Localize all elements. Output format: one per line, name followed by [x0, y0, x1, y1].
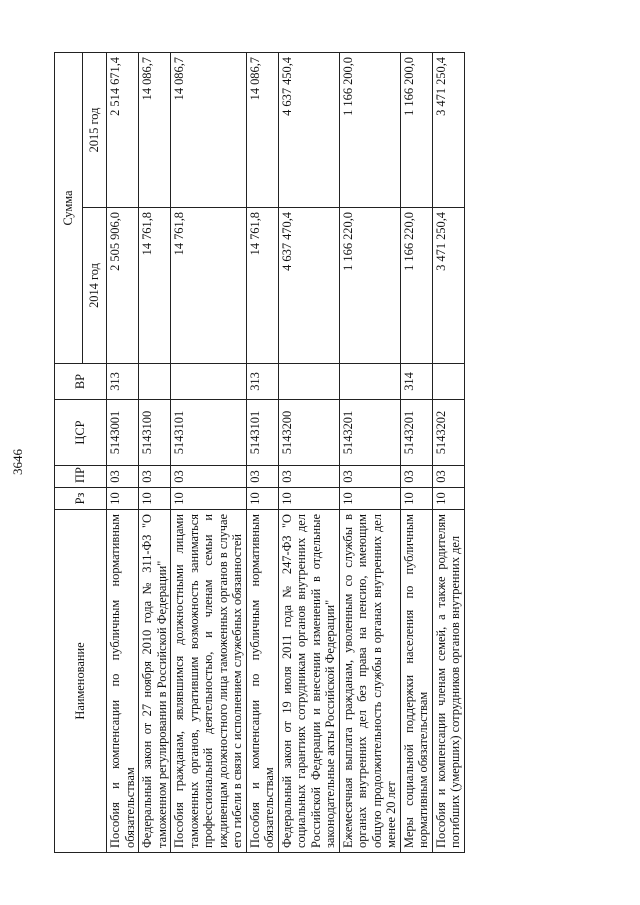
- table-row: [278, 53, 339, 853]
- cell-name: Пособия и компенсации по публичным нормативным обязательствам: [107, 510, 139, 853]
- cell-vr: [432, 364, 464, 400]
- cell-year-2014: 1 166 220,0: [400, 208, 432, 364]
- header-name: Наименование: [55, 510, 107, 853]
- header-row-1: [55, 53, 83, 853]
- cell-name: Федеральный закон от 27 ноября 2010 года № 311-ФЗ "О таможенном регулировании в Российской Федерации": [139, 510, 171, 853]
- cell-vr: 313: [107, 364, 139, 400]
- cell-year-2015: 4 637 450,4: [278, 53, 339, 208]
- cell-year-2015: 2 514 671,4: [107, 53, 139, 208]
- cell-vr: 314: [400, 364, 432, 400]
- cell-name: Ежемесячная выплата гражданам, уволенным со службы в органах внутренних дел без права на пенсию, имеющим общую продолжительность службы в органах внутренних дел менее 20 лет: [339, 510, 400, 853]
- cell-csr: 5143201: [339, 400, 400, 466]
- cell-rz: 10: [278, 488, 339, 510]
- cell-name: Пособия и компенсации по публичным нормативным обязательствам: [246, 510, 278, 853]
- cell-year-2014: 14 761,8: [246, 208, 278, 364]
- table-row: [139, 53, 171, 853]
- budget-table: [54, 52, 465, 853]
- table-row: [339, 53, 400, 853]
- cell-csr: 5143202: [432, 400, 464, 466]
- cell-year-2014: 3 471 250,4: [432, 208, 464, 364]
- cell-year-2015: 14 086,7: [139, 53, 171, 208]
- cell-rz: 10: [139, 488, 171, 510]
- cell-rz: 10: [400, 488, 432, 510]
- cell-csr: 5143200: [278, 400, 339, 466]
- cell-year-2015: 1 166 200,0: [339, 53, 400, 208]
- cell-vr: [278, 364, 339, 400]
- cell-rz: 10: [339, 488, 400, 510]
- table-row: [246, 53, 278, 853]
- cell-pr: 03: [278, 466, 339, 488]
- cell-name: Федеральный закон от 19 июля 2011 года № 247-ФЗ "О социальных гарантиях сотрудникам органов внутренних дел Российской Федерации и внесении изменений в отдельные законодательные акты Российской Федерации": [278, 510, 339, 853]
- cell-pr: 03: [400, 466, 432, 488]
- cell-rz: 10: [107, 488, 139, 510]
- table-row: [432, 53, 464, 853]
- cell-name: Пособия гражданам, являвшимся должностными лицами таможенных органов, утратившим возможность заниматься профессиональной деятельностью, и членам семьи и иждивенцам должностного лица таможенных органов в случае его гибели в связи с исполнением служебных обязанностей: [171, 510, 247, 853]
- cell-year-2015: 14 086,7: [171, 53, 247, 208]
- cell-year-2014: 1 166 220,0: [339, 208, 400, 364]
- header-csr: ЦСР: [55, 400, 107, 466]
- cell-vr: 313: [246, 364, 278, 400]
- cell-year-2015: 3 471 250,4: [432, 53, 464, 208]
- cell-pr: 03: [432, 466, 464, 488]
- cell-pr: 03: [107, 466, 139, 488]
- table-row: [107, 53, 139, 853]
- cell-year-2014: 14 761,8: [139, 208, 171, 364]
- page-number: 3646: [10, 449, 25, 475]
- header-pr: ПР: [55, 466, 107, 488]
- cell-rz: 10: [432, 488, 464, 510]
- cell-name: Меры социальной поддержки населения по публичным нормативным обязательствам: [400, 510, 432, 853]
- cell-rz: 10: [246, 488, 278, 510]
- cell-name: Пособия и компенсации членам семей, а также родителям погибших (умерших) сотрудников органов внутренних дел: [432, 510, 464, 853]
- cell-vr: [339, 364, 400, 400]
- header-rz: Рз: [55, 488, 107, 510]
- cell-pr: 03: [246, 466, 278, 488]
- cell-rz: 10: [171, 488, 247, 510]
- table-row: [171, 53, 247, 853]
- header-sum: Сумма: [55, 53, 83, 364]
- table-row: [400, 53, 432, 853]
- cell-pr: 03: [171, 466, 247, 488]
- cell-year-2015: 14 086,7: [246, 53, 278, 208]
- header-vr: ВР: [55, 364, 107, 400]
- cell-csr: 5143100: [139, 400, 171, 466]
- cell-csr: 5143201: [400, 400, 432, 466]
- cell-year-2014: 4 637 470,4: [278, 208, 339, 364]
- cell-pr: 03: [139, 466, 171, 488]
- header-year-2015: 2015 год: [83, 53, 107, 208]
- cell-csr: 5143001: [107, 400, 139, 466]
- cell-pr: 03: [339, 466, 400, 488]
- cell-year-2014: 2 505 906,0: [107, 208, 139, 364]
- cell-csr: 5143101: [171, 400, 247, 466]
- cell-vr: [139, 364, 171, 400]
- cell-year-2015: 1 166 200,0: [400, 53, 432, 208]
- cell-vr: [171, 364, 247, 400]
- cell-year-2014: 14 761,8: [171, 208, 247, 364]
- cell-csr: 5143101: [246, 400, 278, 466]
- header-year-2014: 2014 год: [83, 208, 107, 364]
